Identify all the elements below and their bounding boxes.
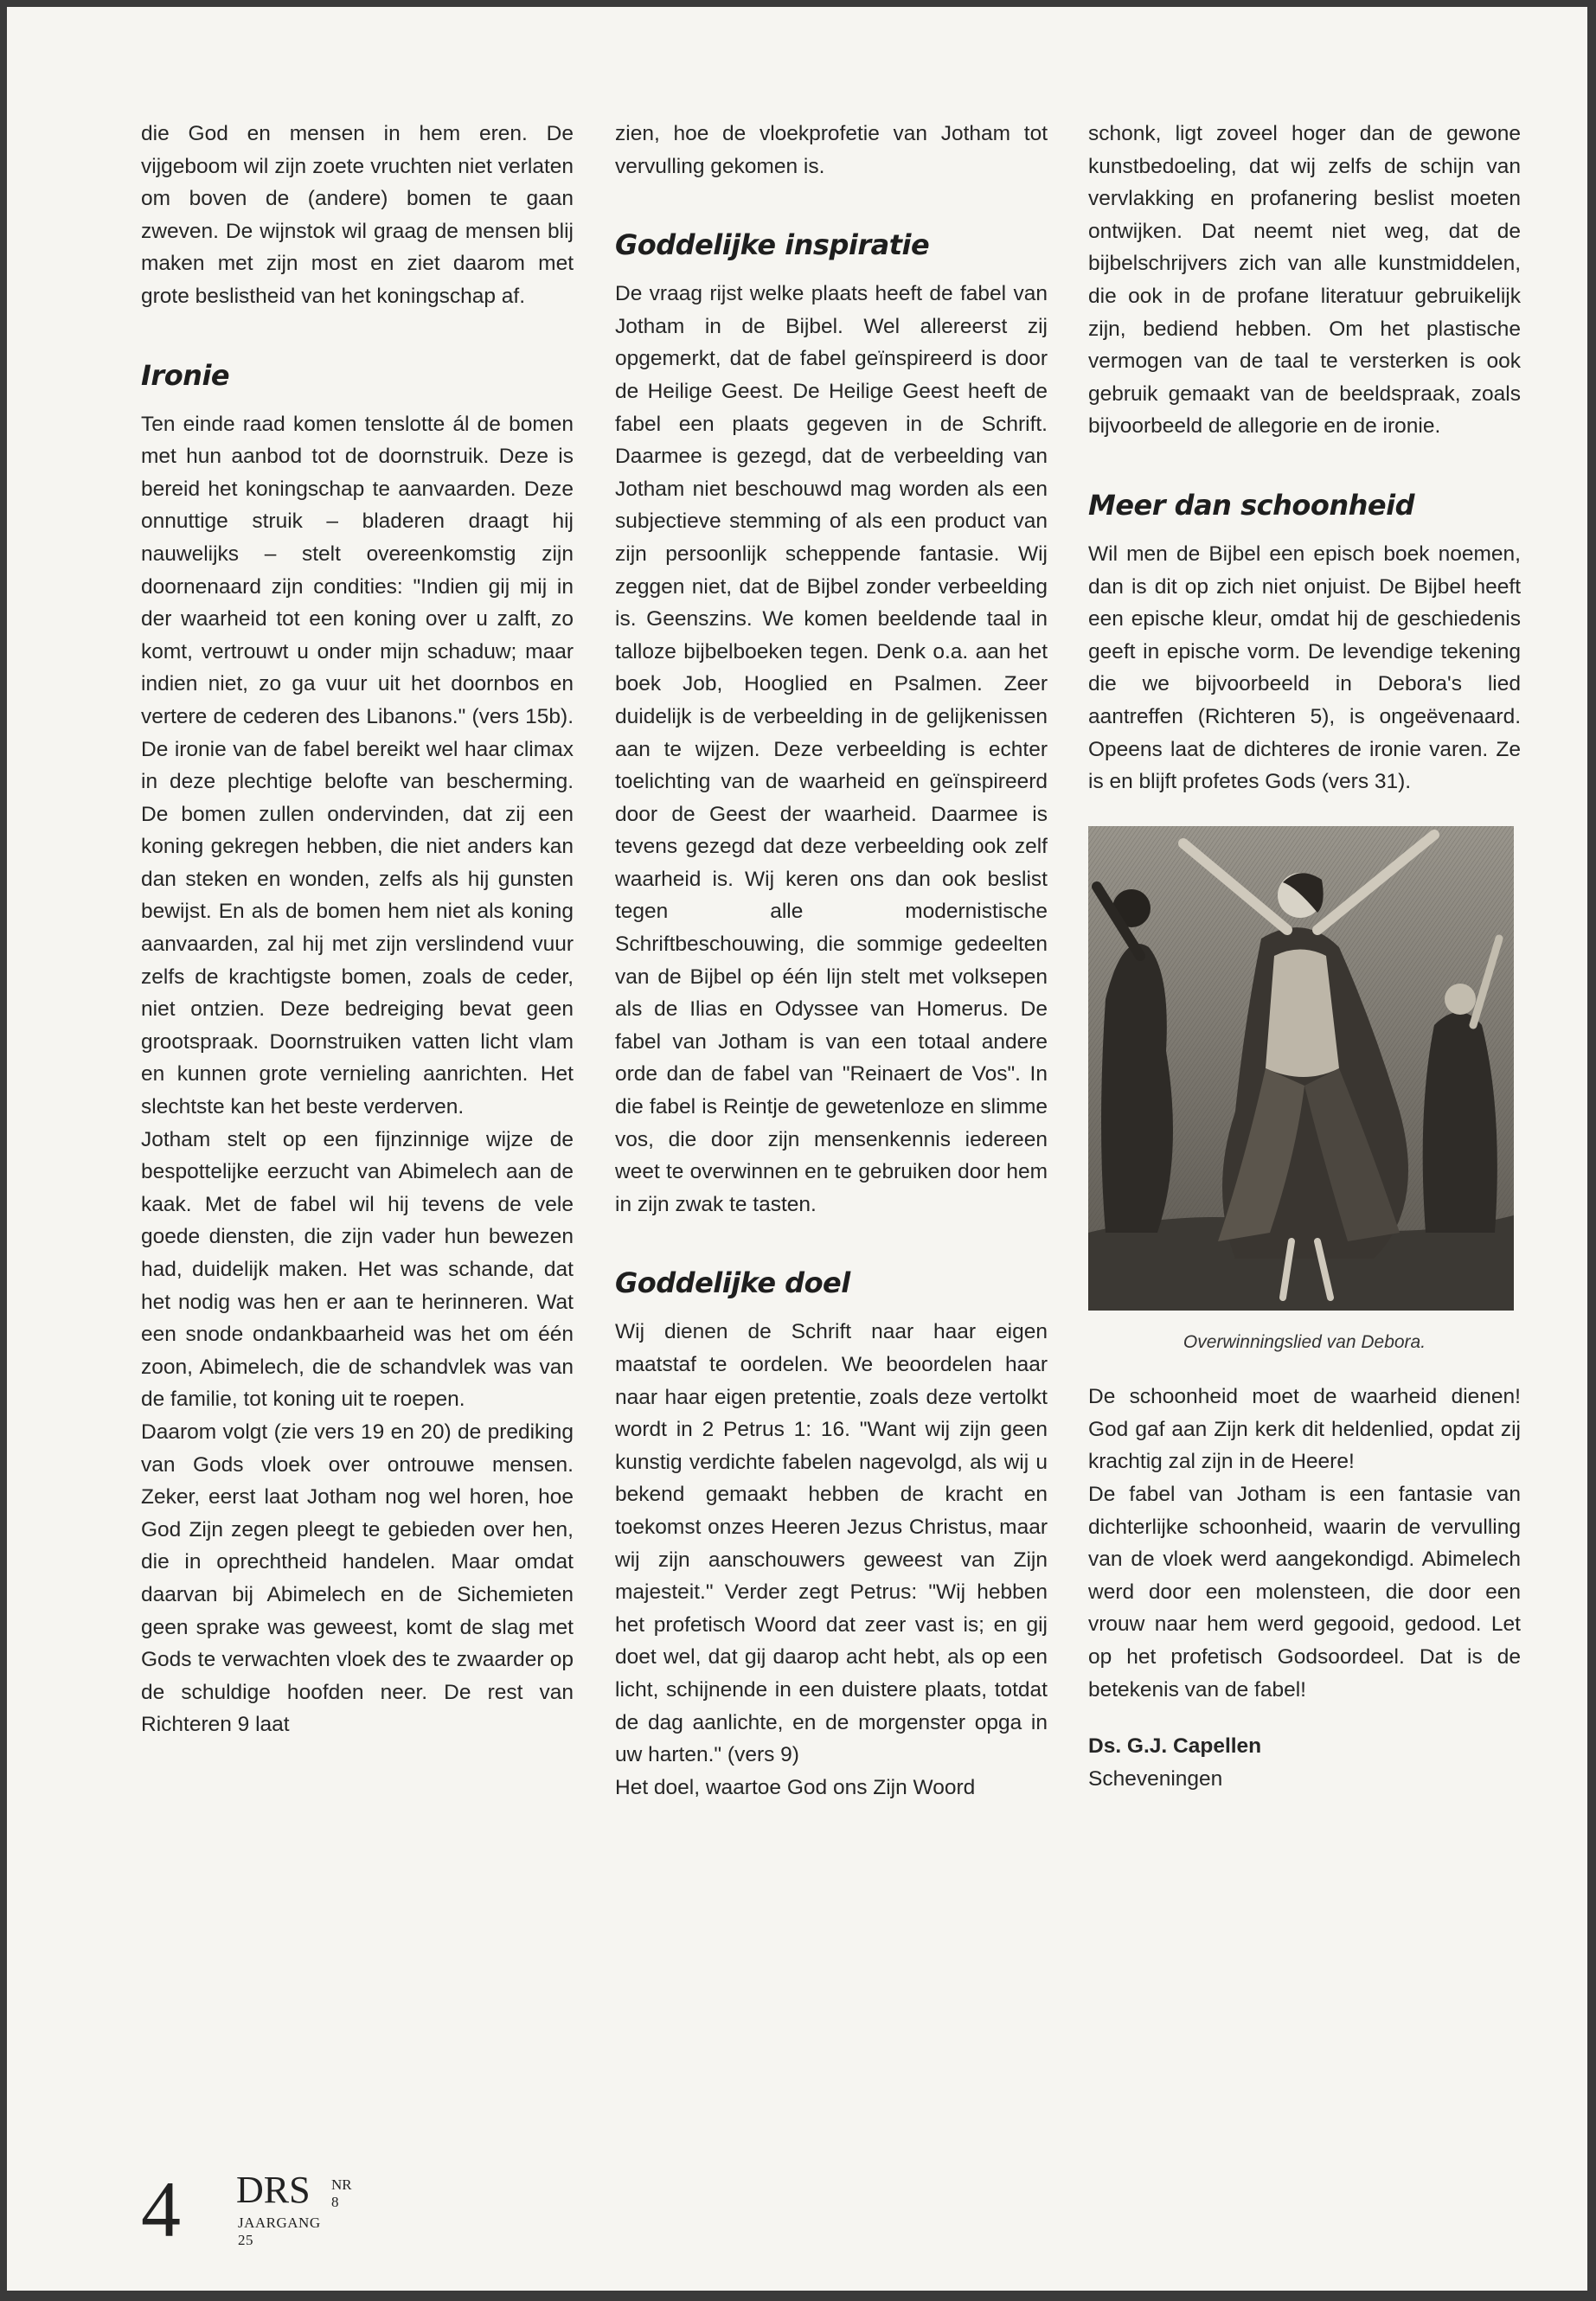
engraving-image (1088, 826, 1514, 1311)
paragraph: Wil men de Bijbel een episch boek noemen, dan is dit op zich niet onjuist. De Bijbel heeft een epische kleur, omdat hij de geschiedenis geeft in epische vorm. De levendige tekening die we bijvoorbeeld in Debora's lied aantreffen (Richteren 5), is ongeëvenaard. Opeens laat de dichteres de ironie varen. Ze is en blijft profetes Gods (vers 31). (1088, 542, 1521, 794)
paragraph: schonk, ligt zoveel hoger dan de gewone kunstbedoeling, dat wij zelfs de schijn van vervlakking en profanering beslist moeten ontwijken. Dat neemt niet weg, dat de bijbelschrijvers zich van alle kunstmiddelen, die ook in de profane literatuur gebruikelijk zijn, bediend hebben. Om het plastische vermogen van de taal te versterken is ook gebruik gemaakt van de beeldspraak, zoals bijvoorbeeld de allegorie en de ironie. (1088, 122, 1521, 439)
paragraph: Jotham stelt op een fijnzinnige wijze de bespottelijke eerzucht van Abimelech aan de kaak. Met de fabel wil hij tevens de vele goede diensten, die zijn vader hun bewezen had, duidelijk maken. Het was schande, dat het nodig was hen er aan te herinneren. Wat een snode ondankbaarheid was het om één zoon, Abimelech, die de schandvlek was van de familie, tot koning uit te roepen. (141, 1127, 574, 1412)
paragraph: De fabel van Jotham is een fantasie van dichterlijke schoonheid, waarin de vervulling van de vloek werd aangekondigd. Abimelech werd door een molensteen, die door een vrouw naar hem werd gegooid, gedood. Let op het profetisch Godsoordeel. Dat is de betekenis van de fabel! (1088, 1483, 1521, 1702)
paragraph: Het doel, waartoe God ons Zijn Woord (615, 1775, 976, 1799)
section-heading-ironie: Ironie (141, 358, 230, 392)
column-3 (1088, 118, 1521, 1795)
paragraph: Daarom volgt (zie vers 19 en 20) de prediking van Gods vloek over ontrouwe mensen. Zeker, eerst laat Jotham nog wel horen, hoe God Zijn zegen pleegt te gebieden over hen, die in oprechtheid handelen. Maar omdat daarvan bij Abimelech en de Sichemieten geen sprake was geweest, komt de slag met Gods te verwachten vloek des te zwaarder op de schuldige hoofden neer. De rest van Richteren 9 laat (141, 1420, 574, 1737)
paragraph: Wij dienen de Schrift naar haar eigen maatstaf te oordelen. We beoordelen haar naar haar eigen pretentie, zoals deze vertolkt wordt in 2 Petrus 1: 16. "Want wij zijn geen kunstig verdichte fabelen nagevolgd, als wij u bekend gemaakt hebben de kracht en toekomst onzes Heeren Jezus Christus, maar wij zijn aanschouwers geweest van Zijn majesteit." Verder zegt Petrus: "Wij hebben het profetisch Woord dat zeer vast is; en gij doet wel, dat gij daarop acht hebt, als op een licht, schijnende in een duistere plaats, totdat de dag aanlichte, en de morgenster opga in uw harten." (vers 9) (615, 1320, 1048, 1767)
figure-caption: Overwinningslied van Debora. (1183, 1331, 1426, 1352)
paragraph: zien, hoe de vloekprofetie van Jotham tot vervulling gekomen is. (615, 122, 1048, 178)
paragraph: De vraag rijst welke plaats heeft de fabel van Jotham in de Bijbel. Wel allereerst zij opgemerkt, dat de fabel geïnspireerd is door de Heilige Geest. De Heilige Geest heeft de fabel een plaats gegeven in de Schrift. Daarmee is gezegd, dat de verbeelding van Jotham niet beschouwd mag worden als een subjectieve stemming of als een product van zijn persoonlijk scheppende fantasie. Wij zeggen niet, dat de Bijbel zonder verbeelding is. Geenszins. We komen beeldende taal in talloze bijbelboeken tegen. Denk o.a. aan het boek Job, Hooglied en Psalmen. Zeer duidelijk is de verbeelding in de gelijkenissen aan te wijzen. Deze verbeelding is echter toelichting van de waarheid en geïnspireerd door de Geest der waarheid. Daarmee is tevens gezegd dat deze verbeelding ook zelf waarheid is. Wij keren ons dan ook beslist tegen alle modernistische Schriftbeschouwing, die sommige gedeelten van de Bijbel op één lijn stelt met volksepen als de Ilias en Odyssee van Homerus. De fabel van Jotham is van een totaal andere orde dan de fabel van "Reinaert de Vos". In die fabel is Reintje de gewetenloze en slimme vos, die door zijn mensenkennis iedereen weet te overwinnen en te gebruiken door hem in zijn zwak te tasten. (615, 282, 1048, 1216)
issue-number: NR 8 (331, 2176, 352, 2210)
author-place: Scheveningen (1088, 1766, 1223, 1791)
paragraph: De schoonheid moet de waarheid dienen! God gaf aan Zijn kerk dit heldenlied, opdat zij krachtig zal zijn in de Heere! (1088, 1385, 1521, 1474)
page-number: 4 (141, 2165, 181, 2253)
paragraph: die God en mensen in hem eren. De vijgeboom wil zijn zoete vruchten niet verlaten om boven de (andere) bomen te gaan zweven. De wijnstok wil graag de mensen blij maken met zijn most en ziet daarom met grote beslistheid van het koningschap af. (141, 122, 574, 308)
section-heading-schoonheid: Meer dan schoonheid (1088, 488, 1414, 522)
section-heading-doel: Goddelijke doel (615, 1266, 850, 1300)
magazine-title: DRS (236, 2169, 311, 2211)
column-2 (615, 118, 1048, 1804)
section-heading-inspiratie: Goddelijke inspiratie (615, 228, 930, 262)
author-name: Ds. G.J. Capellen (1088, 1734, 1262, 1759)
column-1 (141, 118, 574, 1741)
debora-illustration (1088, 826, 1514, 1311)
magazine-page (7, 7, 1587, 2291)
paragraph: Ten einde raad komen tenslotte ál de bomen met hun aanbod tot de doornstruik. Deze is bereid het koningschap te aanvaarden. Deze onnuttige struik – bladeren draagt hij nauwelijks – stelt overeenkomstig zijn doornenaard zijn condities: "Indien gij mij in der waarheid tot een koning over u zalft, zo komt, vertrouwt u onder mijn schaduw; maar indien niet, zo ga vuur uit het doornbos en vertere de cederen des Libanons." (vers 15b). De ironie van de fabel bereikt wel haar climax in deze plechtige belofte van bescherming. De bomen zullen ondervinden, dat zij een koning gekregen hebben, die niet anders kan dan steken en wonden, zelfs als hij gunsten bewijst. En als de bomen hem niet als koning aanvaarden, zal hij met zijn verslindend vuur zelfs de krachtigste bomen, zoals de ceder, niet ontzien. Deze bedreiging bevat geen grootspraak. Doornstruiken vatten licht vlam en kunnen grote vernieling aanrichten. Het slechtste kan het beste verderven. (141, 412, 574, 1119)
volume-label: JAARGANG 25 (238, 2214, 321, 2248)
